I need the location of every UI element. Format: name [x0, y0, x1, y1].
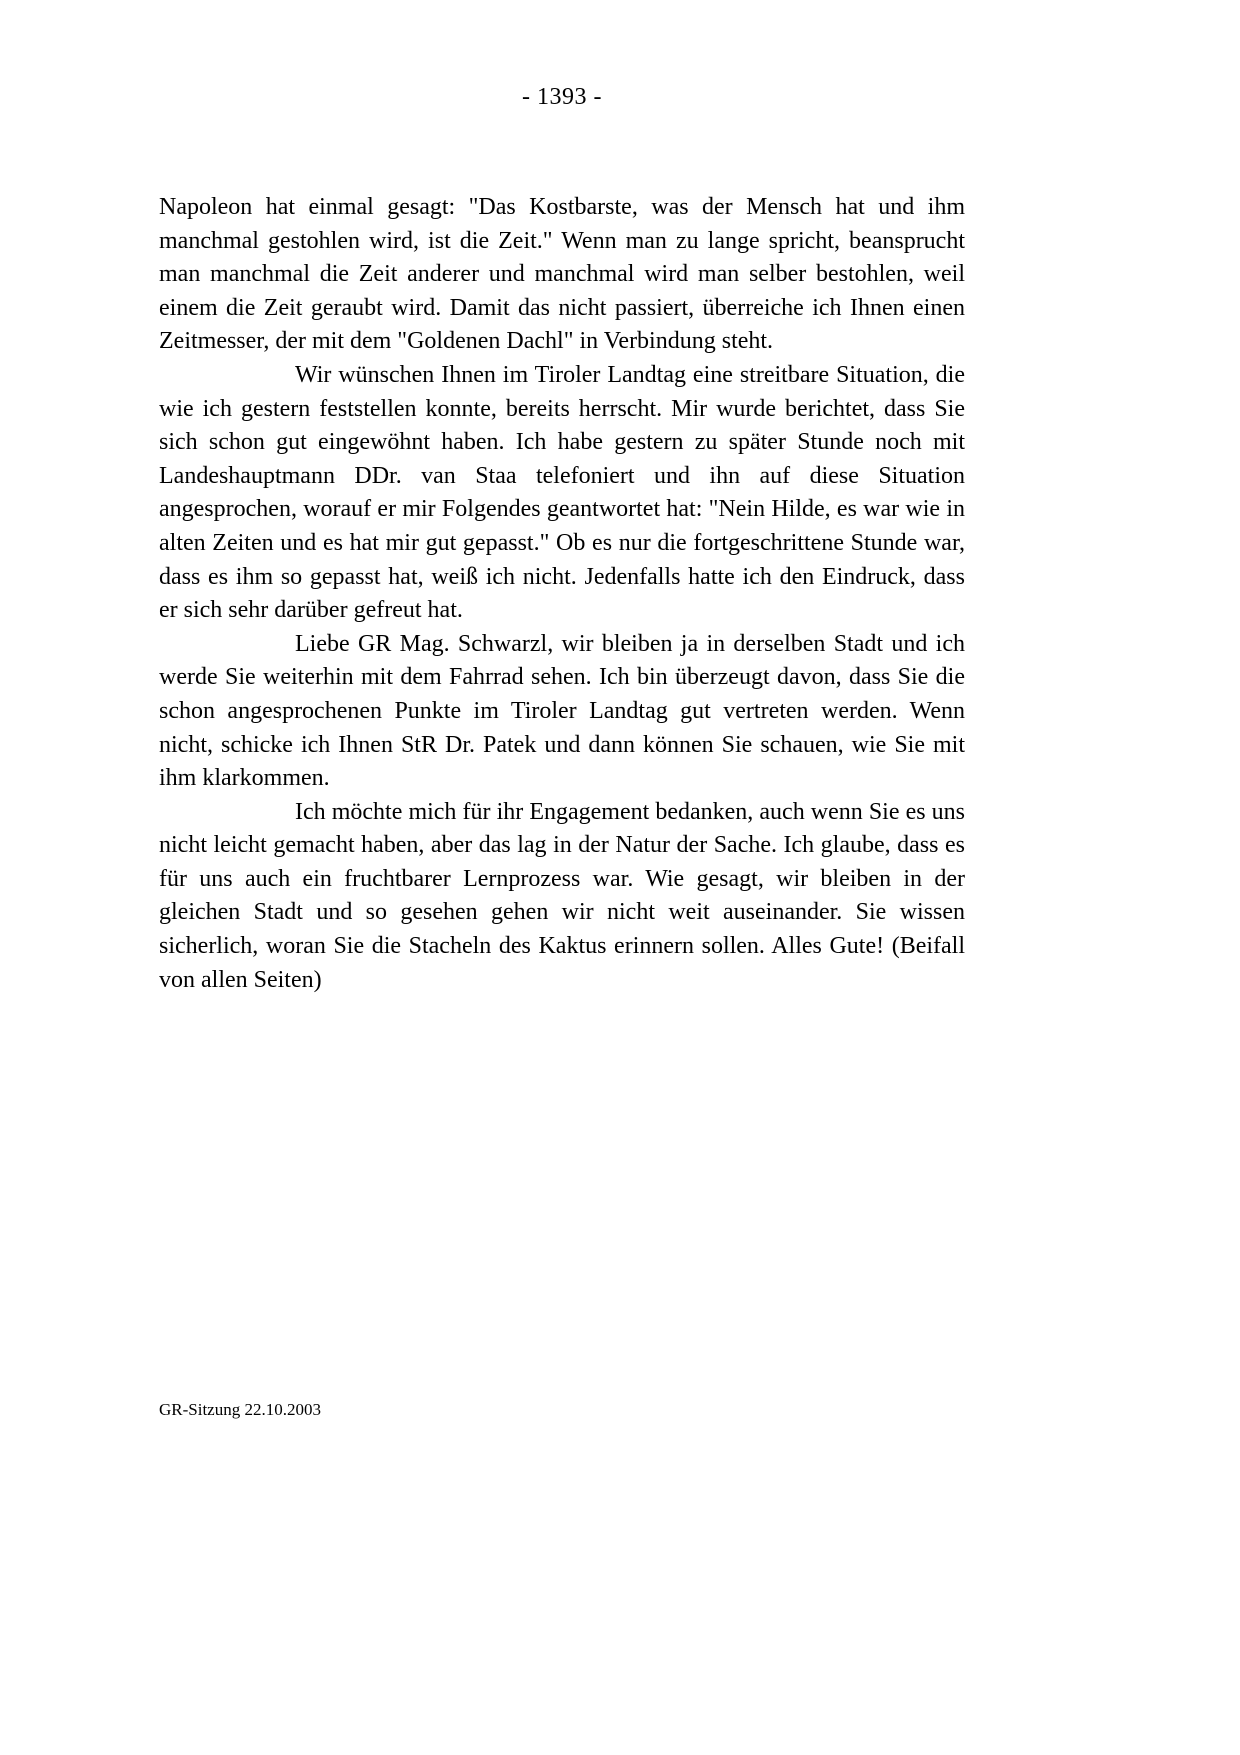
- paragraph-gr-mag-schwarzl: Liebe GR Mag. Schwarzl, wir bleiben ja in derselben Stadt und ich werde Sie weiterhin mit dem Fahrrad sehen. Ich bin überzeugt davon, dass Sie die schon angesprochenen Punkte im Tiroler Landtag gut vertreten werden. Wenn nicht, schicke ich Ihnen StR Dr. Patek und dann können Sie schauen, wie Sie mit ihm klarkommen.: [159, 630, 965, 792]
- page-footer: GR-Sitzung 22.10.2003: [159, 1400, 321, 1419]
- paragraph-engagement-dank: Ich möchte mich für ihr Engagement bedanken, auch wenn Sie es uns nicht leicht gemacht haben, aber das lag in der Natur der Sache. Ich glaube, dass es für uns auch ein fruchtbarer Lernprozess war. Wie gesagt, wir bleiben in der gleichen Stadt und so gesehen gehen wir nicht weit auseinander. Sie wissen sicherlich, woran Sie die Stacheln des Kaktus erinnern sollen. Alles Gute! (Beifall von allen Seiten): [159, 798, 965, 993]
- page-body: [159, 191, 965, 997]
- page-number: - 1393 -: [522, 84, 602, 110]
- paragraph-tiroler-landtag: Wir wünschen Ihnen im Tiroler Landtag eine streitbare Situation, die wie ich gestern feststellen konnte, bereits herrscht. Mir wurde berichtet, dass Sie sich schon gut eingewöhnt haben. Ich habe gestern zu später Stunde noch mit Landeshauptmann DDr. van Staa telefoniert und ihn auf diese Situation angesprochen, worauf er mir Folgendes geantwortet hat: "Nein Hilde, es war wie in alten Zeiten und es hat mir gut gepasst." Ob es nur die fortgeschrittene Stunde war, dass es ihm so gepasst hat, weiß ich nicht. Jedenfalls hatte ich den Eindruck, dass er sich sehr darüber gefreut hat.: [159, 361, 965, 624]
- paragraph-napoleon-quote: Napoleon hat einmal gesagt: "Das Kostbarste, was der Mensch hat und ihm manchmal gestohlen wird, ist die Zeit." Wenn man zu lange spricht, beansprucht man manchmal die Zeit anderer und manchmal wird man selber bestohlen, weil einem die Zeit geraubt wird. Damit das nicht passiert, überreiche ich Ihnen einen Zeitmesser, der mit dem "Goldenen Dachl" in Verbindung steht.: [159, 194, 965, 355]
